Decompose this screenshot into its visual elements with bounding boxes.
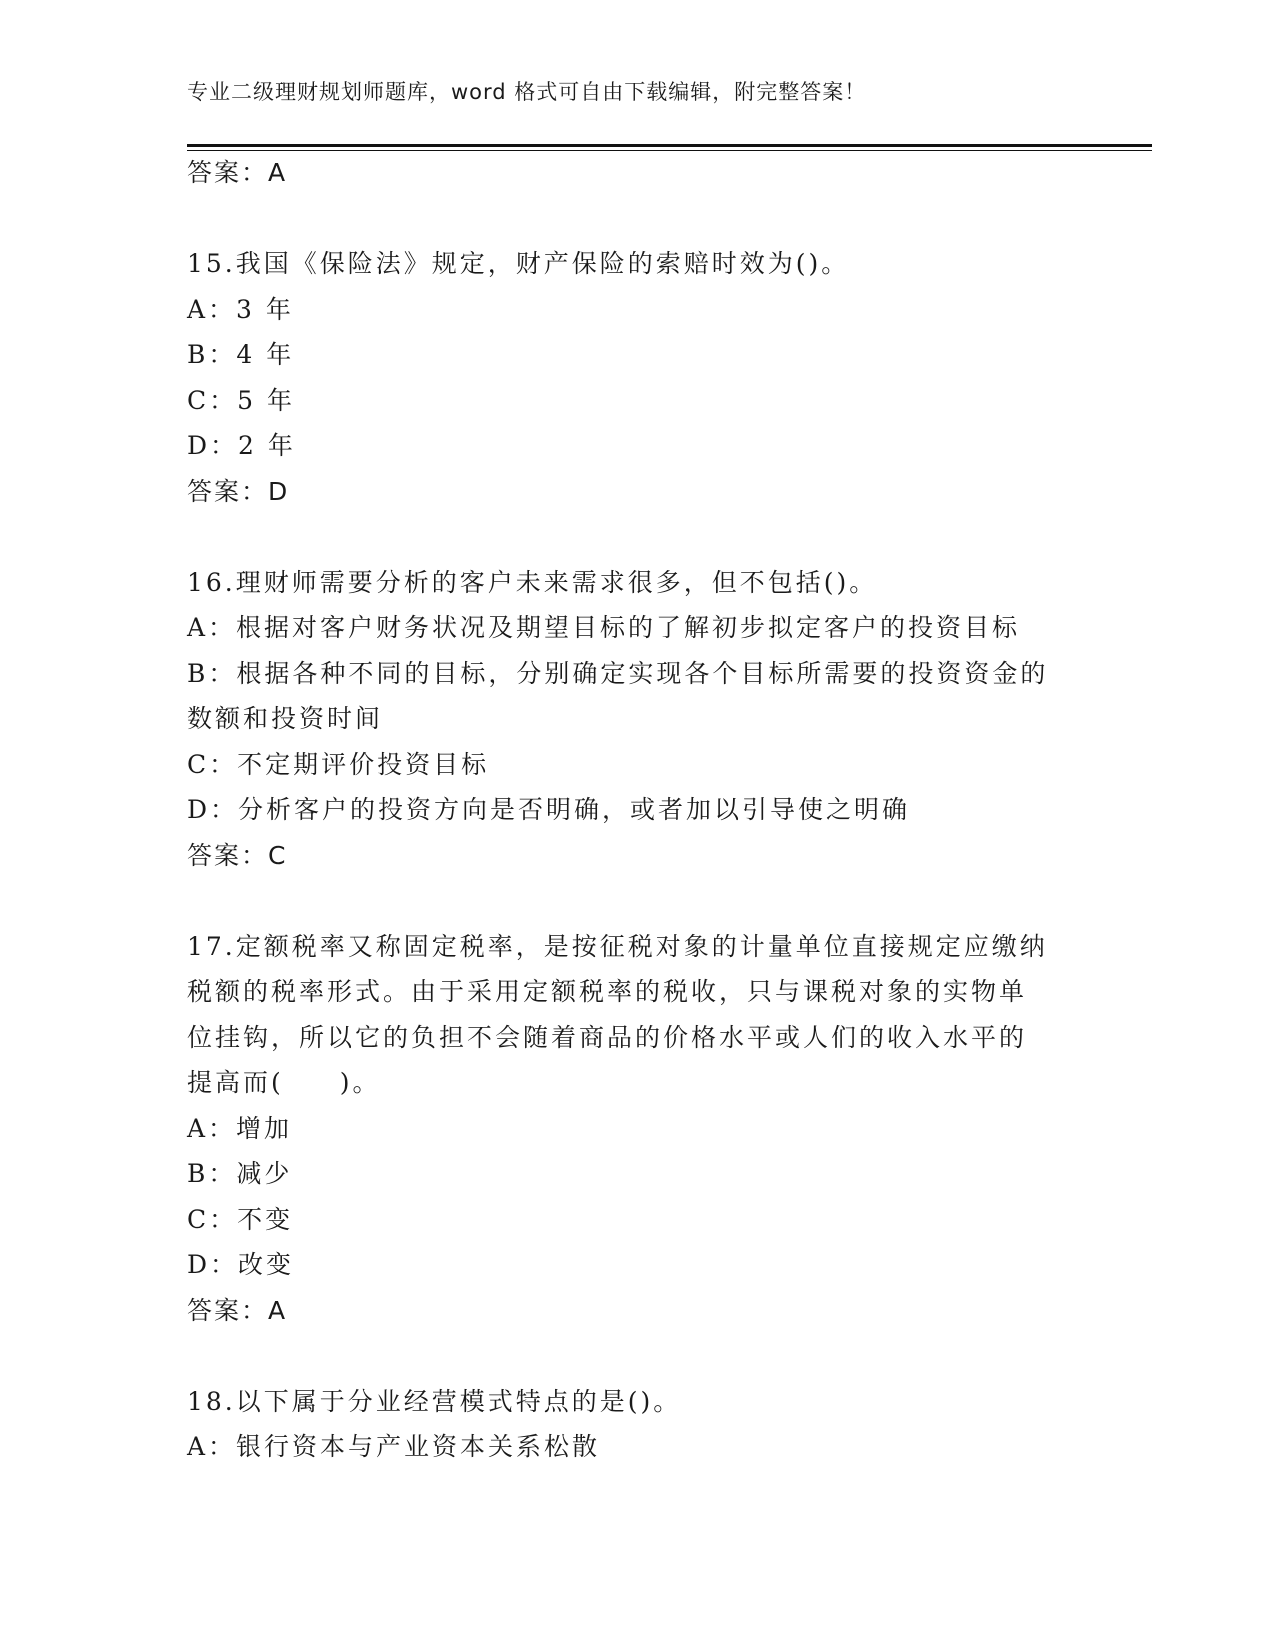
spacer [187, 1333, 1087, 1379]
option-b: B：减少 [187, 1159, 293, 1188]
option-b-continued: 数额和投资时间 [187, 704, 384, 733]
option-d: D：改变 [187, 1250, 295, 1279]
option-c: C：不定期评价投资目标 [187, 749, 490, 779]
answer-label: 答案：C [187, 840, 288, 870]
answer-label: 答案：A [187, 158, 288, 187]
option-b: B：4 年 [187, 340, 295, 369]
spacer [187, 196, 1087, 242]
option-c: C：5 年 [187, 385, 295, 415]
answer-label: 答案：A [187, 1295, 288, 1325]
option-d: D：分析客户的投资方向是否明确，或者加以引导使之明确 [187, 795, 911, 824]
option-d: D：2 年 [187, 431, 296, 460]
question-stem: 18.以下属于分业经营模式特点的是()。 [187, 1386, 682, 1416]
question-block [187, 924, 1087, 1334]
question-stem: 15.我国《保险法》规定，财产保险的索赔时效为()。 [187, 249, 850, 278]
question-content [187, 150, 1087, 1470]
page-header: 专业二级理财规划师题库，word 格式可自由下载编辑，附完整答案！ [187, 80, 867, 104]
question-block [187, 1379, 1087, 1470]
answer-label: 答案：D [187, 476, 290, 506]
option-a: A：3 年 [187, 294, 294, 324]
question-stem: 16.理财师需要分析的客户未来需求很多，但不包括()。 [187, 567, 878, 597]
question-block [187, 241, 1087, 514]
option-a: A：增加 [187, 1113, 293, 1143]
question-stem-continued: 位挂钩，所以它的负担不会随着商品的价格水平或人们的收入水平的 [187, 1022, 1028, 1052]
question-stem: 17.定额税率又称固定税率，是按征税对象的计量单位直接规定应缴纳 [187, 931, 1048, 961]
question-stem-continued: 税额的税率形式。由于采用定额税率的税收，只与课税对象的实物单 [187, 977, 1028, 1006]
question-stem-continued: 提高而( )。 [187, 1068, 381, 1097]
option-a: A：银行资本与产业资本关系松散 [187, 1432, 601, 1461]
spacer [187, 878, 1087, 924]
spacer [187, 514, 1087, 560]
option-a: A：根据对客户财务状况及期望目标的了解初步拟定客户的投资目标 [187, 613, 1021, 642]
option-b: B：根据各种不同的目标，分别确定实现各个目标所需要的投资资金的 [187, 658, 1049, 688]
option-c: C：不变 [187, 1204, 294, 1234]
question-block [187, 560, 1087, 879]
header-rule-thick [187, 144, 1152, 147]
